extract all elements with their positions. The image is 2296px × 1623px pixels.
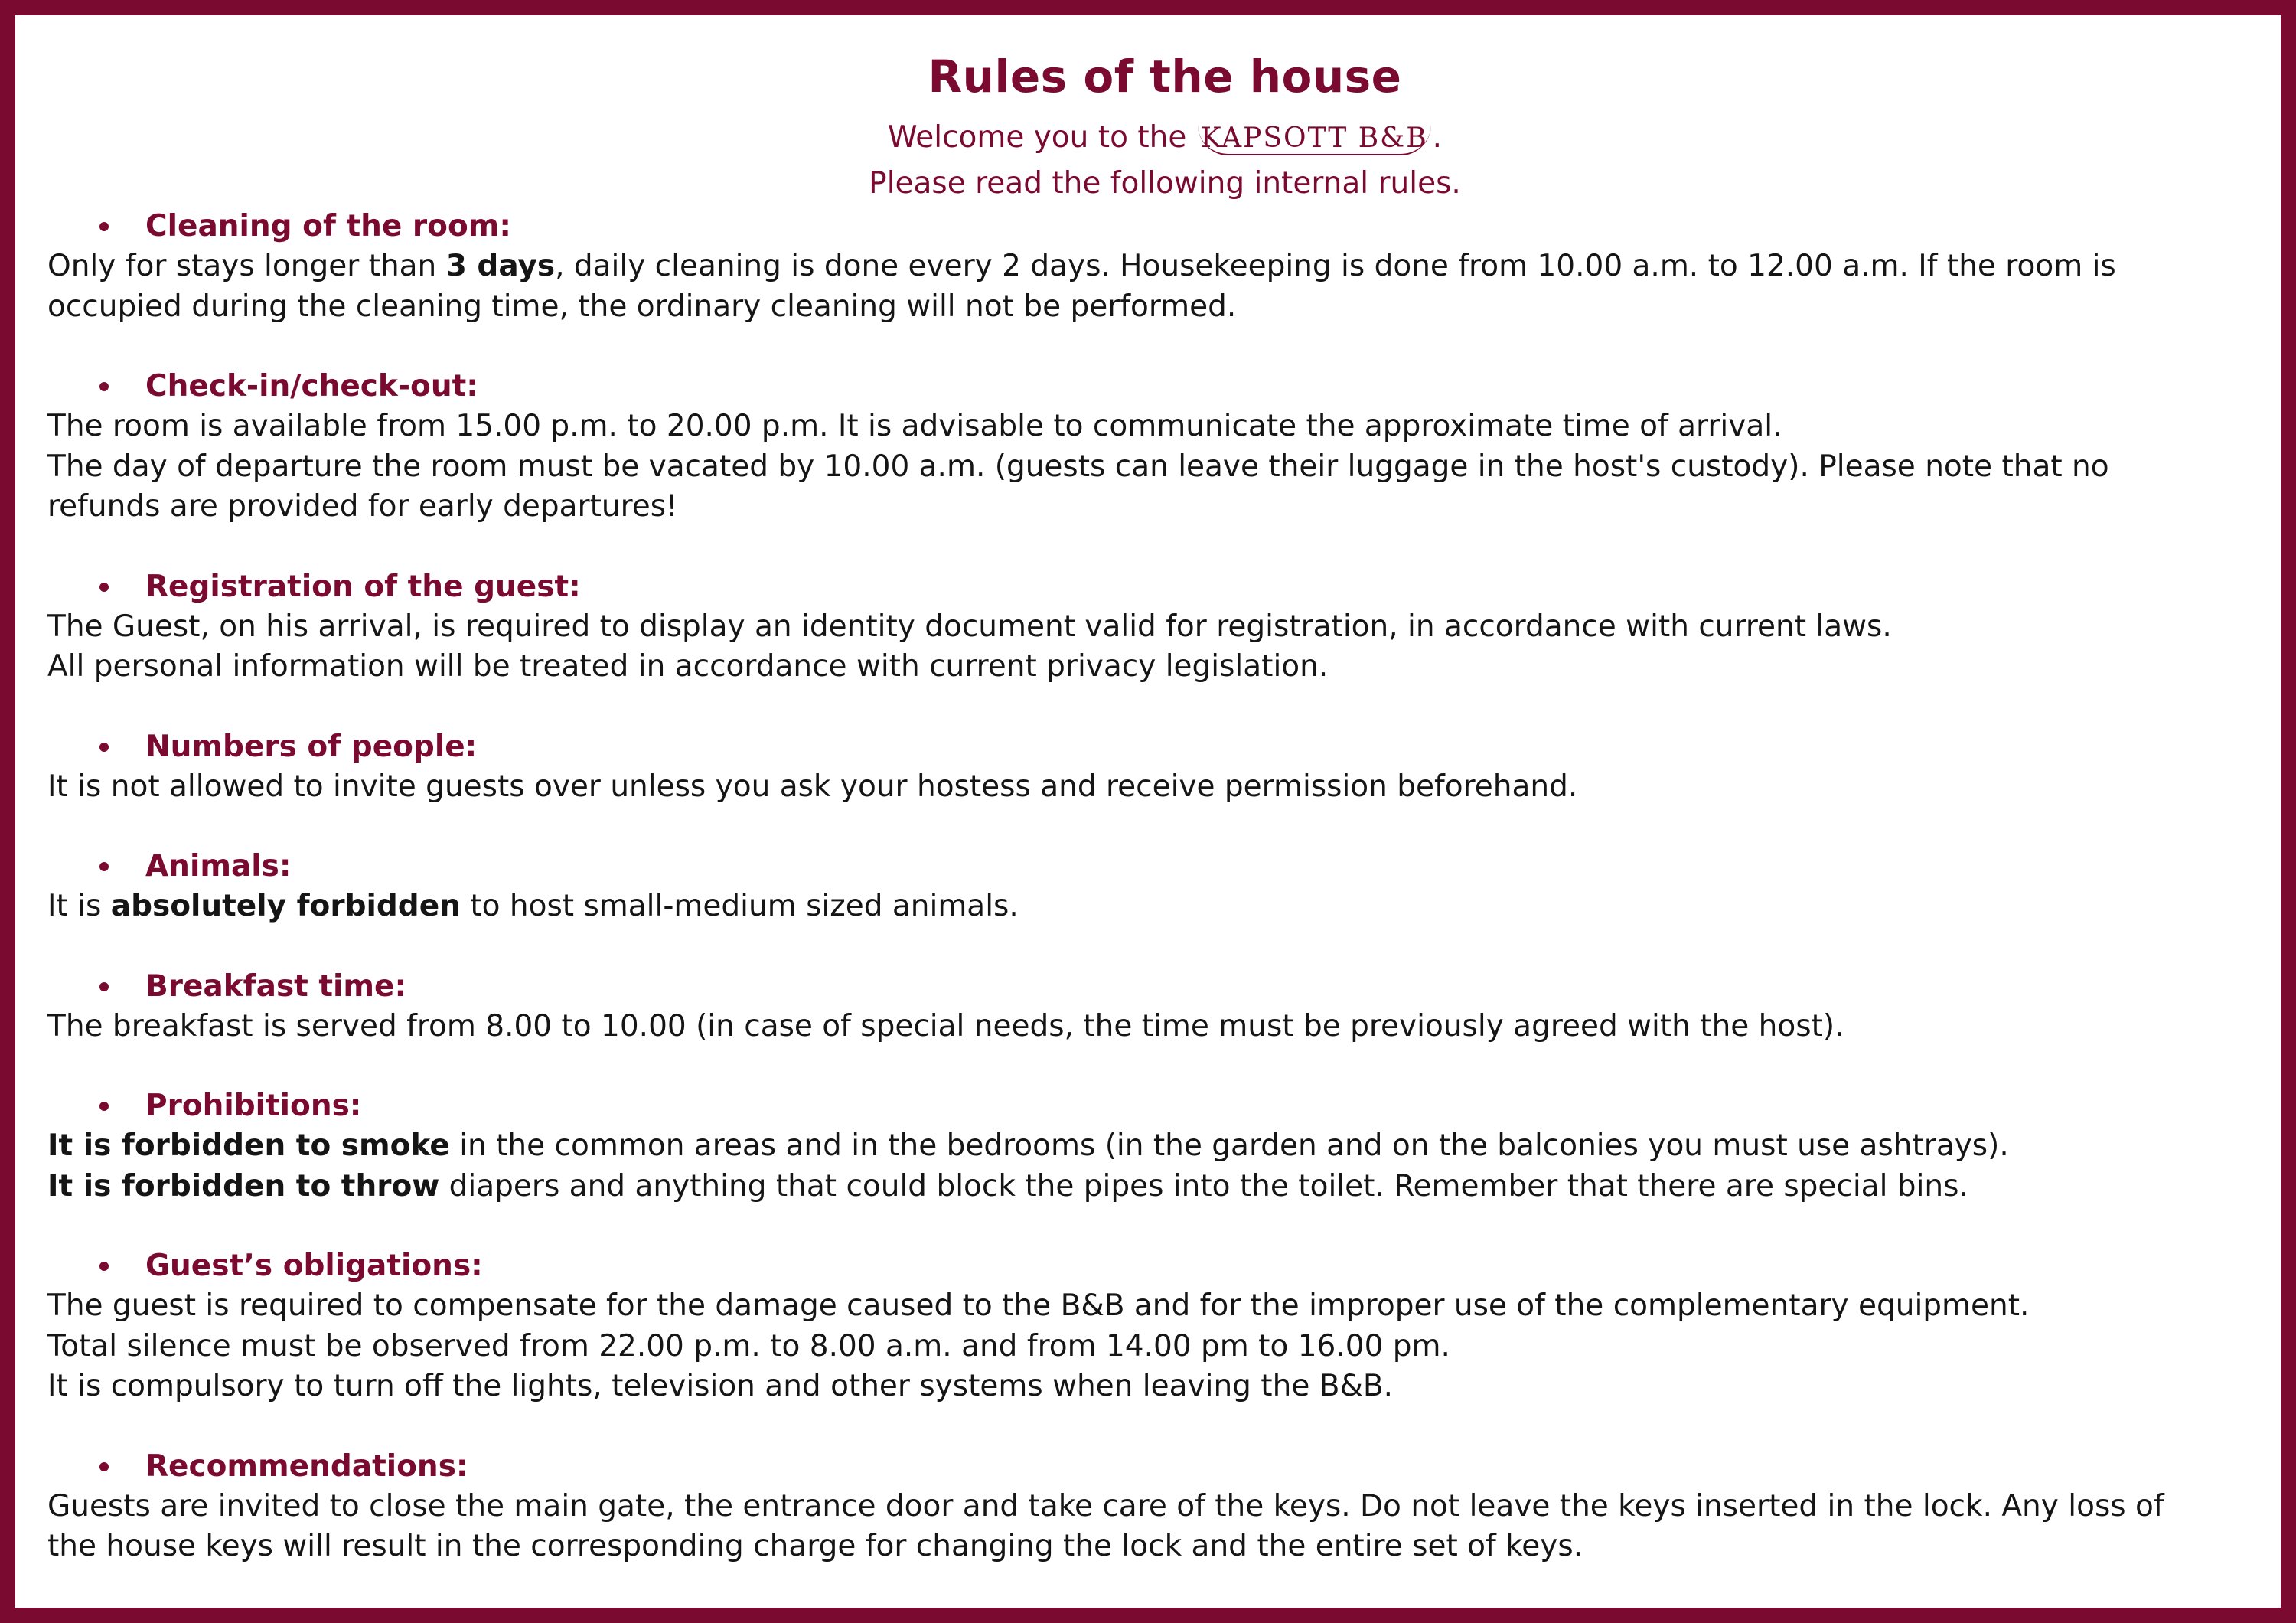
- section-heading: [47, 847, 2282, 887]
- section-gap: [47, 807, 2282, 847]
- body-emphasis: absolutely forbidden: [110, 889, 461, 923]
- section-body-line: [47, 647, 2282, 687]
- body-text: , daily cleaning is done every 2 days. Housekeeping is done from 10.00 a.m. to 12.00 a.m. If the room is: [555, 249, 2116, 283]
- rule-section: [47, 367, 2282, 527]
- section-body-line: [47, 1367, 2282, 1407]
- section-body-line: [47, 247, 2282, 287]
- bullet-icon: [99, 583, 109, 592]
- section-body-line: [47, 1126, 2282, 1167]
- section-body-line: [47, 1327, 2282, 1367]
- section-body-line: [47, 1286, 2282, 1327]
- body-emphasis: It is forbidden to smoke: [47, 1128, 450, 1163]
- welcome-line: [47, 115, 2282, 161]
- section-gap: [47, 327, 2282, 367]
- section-heading: [47, 207, 2282, 247]
- rule-section: [47, 207, 2282, 327]
- section-heading: [47, 727, 2282, 767]
- section-gap: [47, 1207, 2282, 1246]
- body-text: It is: [47, 889, 111, 923]
- bnb-logo: KAPSOTT B&B: [1198, 123, 1431, 155]
- rule-section: [47, 1246, 2282, 1407]
- section-body-line: [47, 287, 2282, 328]
- body-text: Total silence must be observed from 22.00 p.m. to 8.00 a.m. and from 14.00 pm to 16.00 pm.: [47, 1328, 1450, 1363]
- section-heading: [47, 967, 2282, 1007]
- body-text: Only for stays longer than: [47, 249, 446, 283]
- section-body-line: [47, 607, 2282, 648]
- section-heading-text: Registration of the guest:: [145, 569, 581, 604]
- bullet-icon: [99, 1262, 109, 1271]
- section-gap: [47, 1047, 2282, 1086]
- section-body-line: [47, 1007, 2282, 1047]
- section-gap: [47, 687, 2282, 727]
- body-text: in the common areas and in the bedrooms (in the garden and on the balconies you must use ashtrays).: [449, 1128, 2009, 1163]
- body-text: It is not allowed to invite guests over unless you ask your hostess and receive permission beforehand.: [47, 769, 1578, 804]
- section-gap: [47, 1407, 2282, 1447]
- section-heading-text: Prohibitions:: [145, 1089, 362, 1123]
- body-text: to host small-medium sized animals.: [460, 889, 1019, 923]
- section-body-line: [47, 407, 2282, 447]
- section-heading-text: Breakfast time:: [145, 968, 407, 1004]
- page-title: Rules of the house: [928, 51, 1402, 103]
- bullet-icon: [99, 222, 109, 231]
- rule-section: [47, 847, 2282, 927]
- body-text: refunds are provided for early departures!: [47, 489, 678, 524]
- section-gap: [47, 927, 2282, 967]
- body-text: The breakfast is served from 8.00 to 10.00 (in case of special needs, the time must be previously agreed with the host).: [47, 1008, 1844, 1043]
- body-text: occupied during the cleaning time, the ordinary cleaning will not be performed.: [47, 289, 1237, 324]
- welcome-period: .: [1432, 120, 1443, 155]
- section-heading: [47, 367, 2282, 407]
- bullet-icon: [99, 1462, 109, 1471]
- rule-section: [47, 567, 2282, 687]
- section-heading-text: Guest’s obligations:: [145, 1249, 483, 1283]
- bullet-icon: [99, 743, 109, 752]
- section-heading: [47, 1246, 2282, 1286]
- bullet-icon: [99, 382, 109, 391]
- welcome-text: Welcome you to the: [887, 120, 1196, 155]
- section-heading: [47, 1086, 2282, 1126]
- section-heading: [47, 567, 2282, 607]
- section-heading-text: Check-in/check-out:: [145, 369, 478, 403]
- body-text: The day of departure the room must be vacated by 10.00 a.m. (guests can leave their luggage in the host's custody). Please note that no: [47, 449, 2109, 484]
- section-heading-text: Numbers of people:: [145, 729, 478, 764]
- rule-section: [47, 1086, 2282, 1207]
- bullet-icon: [99, 862, 109, 871]
- bullet-icon: [99, 1102, 109, 1111]
- section-body-line: [47, 1527, 2282, 1567]
- bullet-icon: [99, 982, 109, 991]
- section-body-line: [47, 447, 2282, 488]
- section-heading: [47, 1447, 2282, 1487]
- body-text: The room is available from 15.00 p.m. to 20.00 p.m. It is advisable to communicate the approximate time of arrival.: [47, 409, 1782, 443]
- welcome-instruction: Please read the following internal rules.: [869, 166, 1461, 201]
- body-text: All personal information will be treated in accordance with current privacy legislation.: [47, 649, 1329, 684]
- rule-section: [47, 1447, 2282, 1567]
- body-emphasis: It is forbidden to throw: [47, 1168, 440, 1203]
- section-body-line: [47, 767, 2282, 808]
- body-text: diapers and anything that could block the pipes into the toilet. Remember that there are special bins.: [439, 1168, 1968, 1203]
- rule-section: [47, 967, 2282, 1047]
- body-text: The guest is required to compensate for the damage caused to the B&B and for the improper use of the complementary equipment.: [47, 1288, 2030, 1323]
- body-text: The Guest, on his arrival, is required to display an identity document valid for registration, in accordance with current laws.: [47, 609, 1892, 644]
- section-heading-text: Recommendations:: [145, 1448, 468, 1484]
- body-text: It is compulsory to turn off the lights, television and other systems when leaving the B&B.: [47, 1369, 1394, 1403]
- section-body-line: [47, 887, 2282, 927]
- section-body-line: [47, 1487, 2282, 1527]
- rule-section: [47, 727, 2282, 808]
- rules-list: [47, 207, 2282, 1567]
- section-heading-text: Animals:: [145, 849, 292, 883]
- section-gap: [47, 527, 2282, 567]
- body-text: Guests are invited to close the main gate, the entrance door and take care of the keys. Do not leave the keys inserted in the lock. Any loss of: [47, 1488, 2164, 1523]
- rules-document: [47, 46, 2282, 1567]
- body-emphasis: 3 days: [445, 249, 556, 283]
- section-body-line: [47, 487, 2282, 527]
- section-body-line: [47, 1167, 2282, 1207]
- section-heading-text: Cleaning of the room:: [145, 209, 511, 243]
- body-text: the house keys will result in the corresponding charge for changing the lock and the entire set of keys.: [47, 1529, 1583, 1563]
